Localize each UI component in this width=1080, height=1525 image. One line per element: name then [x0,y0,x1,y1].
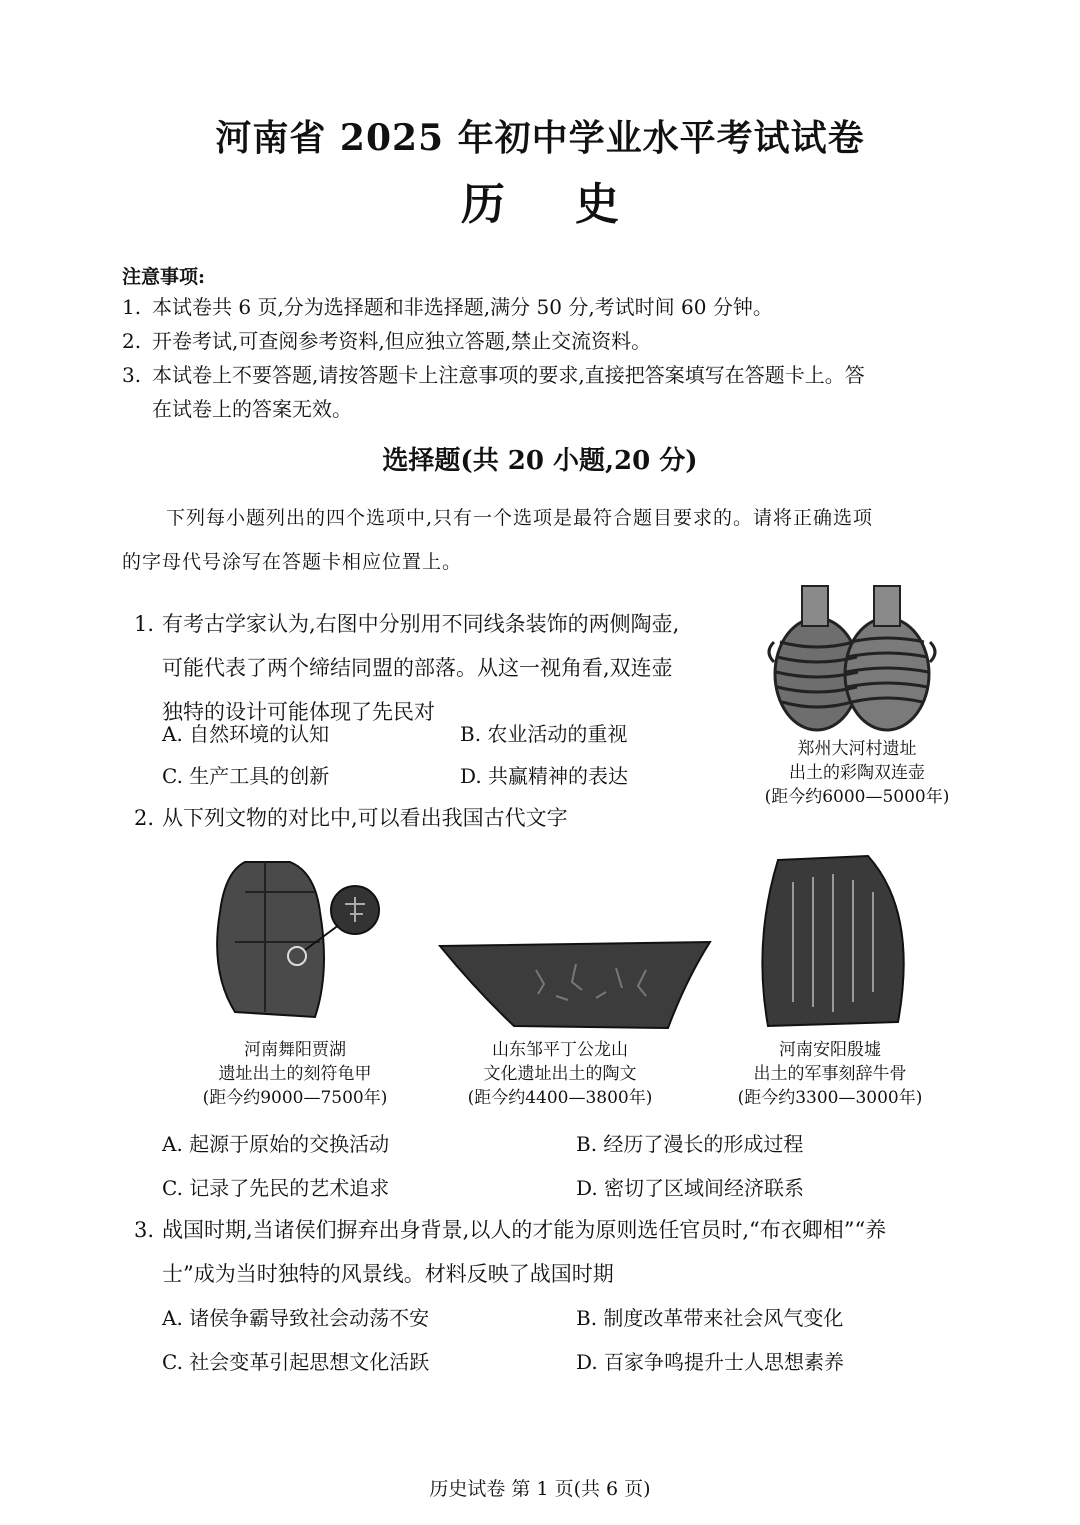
notice-text: 本试卷共 6 页,分为选择题和非选择题,满分 50 分,考试时间 60 分钟。 [152,295,773,319]
q1-stem-line: 独特的设计可能体现了先民对 [162,700,435,724]
q1-option-c[interactable]: C. 生产工具的创新 [162,764,330,788]
q2-caption-line: (距今约4400—3800年) [467,1088,653,1108]
notice-text: 开卷考试,可查阅参考资料,但应独立答题,禁止交流资料。 [152,329,652,353]
q2-caption-line: 出土的军事刻辞牛骨 [753,1064,907,1084]
pottery-sherd-drawing [436,940,714,1032]
q2-option-d[interactable]: D. 密切了区域间经济联系 [576,1176,805,1200]
double-jar-drawing [762,582,952,734]
notice-item [122,358,982,426]
q1-option-a[interactable]: A. 自然环境的认知 [162,722,330,746]
q1-option-d[interactable]: D. 共赢精神的表达 [460,764,629,788]
pottery-sherd-image [436,940,714,1032]
notice-num: 1. [122,295,142,319]
q2-stem: 从下列文物的对比中,可以看出我国古代文字 [162,806,568,830]
q2-option-c[interactable]: C. 记录了先民的艺术追求 [162,1176,390,1200]
section-title: 选择题(共 20 小题,20 分) [382,446,698,476]
q2-number: 2. [134,806,155,830]
notice-num: 3. [122,363,142,387]
subject-title: 历史 [461,179,689,230]
q2-caption-line: 河南安阳殷墟 [779,1040,881,1060]
notice-num: 2. [122,329,142,353]
q2-caption-line: 山东邹平丁公龙山 [492,1040,628,1060]
notice-heading: 注意事项: [122,266,206,288]
q3-stem-line: 战国时期,当诸侯们摒弃出身背景,以人的才能为原则选任官员时,“布衣卿相”“养 [162,1218,887,1242]
q2-option-b[interactable]: B. 经历了漫长的形成过程 [576,1132,804,1156]
ox-bone-drawing [748,852,928,1030]
notice-item [122,324,982,358]
ox-bone-image [748,852,928,1030]
q1-caption-line: 出土的彩陶双连壶 [789,763,925,783]
q1-stem-line: 可能代表了两个缔结同盟的部落。从这一视角看,双连壶 [162,656,673,680]
q3-option-d[interactable]: D. 百家争鸣提升士人思想素养 [576,1350,845,1374]
q3-option-c[interactable]: C. 社会变革引起思想文化活跃 [162,1350,430,1374]
tortoise-shell-image [205,852,385,1024]
q1-option-b[interactable]: B. 农业活动的重视 [460,722,628,746]
q3-option-a[interactable]: A. 诸侯争霸导致社会动荡不安 [162,1306,430,1330]
q2-caption-line: 遗址出土的刻符龟甲 [218,1064,372,1084]
notice-item [122,290,982,324]
notice-text-cont: 在试卷上的答案无效。 [152,397,352,421]
exam-title: 河南省 2025 年初中学业水平考试试卷 [215,117,865,159]
q1-caption-line: 郑州大河村遗址 [797,739,917,759]
q2-caption-line: 文化遗址出土的陶文 [483,1064,637,1084]
section-intro: 下列每小题列出的四个选项中,只有一个选项是最符合题目要求的。请将正确选项 [166,507,874,529]
q1-number: 1. [134,612,155,636]
q3-number: 3. [134,1218,155,1242]
page-footer: 历史试卷 第 1 页(共 6 页) [429,1478,651,1500]
q2-caption-line: (距今约9000—7500年) [202,1088,388,1108]
q1-caption-line: (距今约6000—5000年) [764,787,950,807]
section-intro-cont: 的字母代号涂写在答题卡相应位置上。 [122,551,463,573]
double-jar-image [762,582,952,734]
q1-stem-line: 有考古学家认为,右图中分别用不同线条装饰的两侧陶壶, [162,612,680,636]
q2-caption-line: (距今约3300—3000年) [737,1088,923,1108]
q2-caption-line: 河南舞阳贾湖 [244,1040,346,1060]
q3-stem-line: 士”成为当时独特的风景线。材料反映了战国时期 [162,1262,614,1286]
notice-text: 本试卷上不要答题,请按答题卡上注意事项的要求,直接把答案填写在答题卡上。答 [152,363,865,387]
q3-option-b[interactable]: B. 制度改革带来社会风气变化 [576,1306,844,1330]
q2-option-a[interactable]: A. 起源于原始的交换活动 [162,1132,390,1156]
tortoise-shell-drawing [205,852,385,1024]
